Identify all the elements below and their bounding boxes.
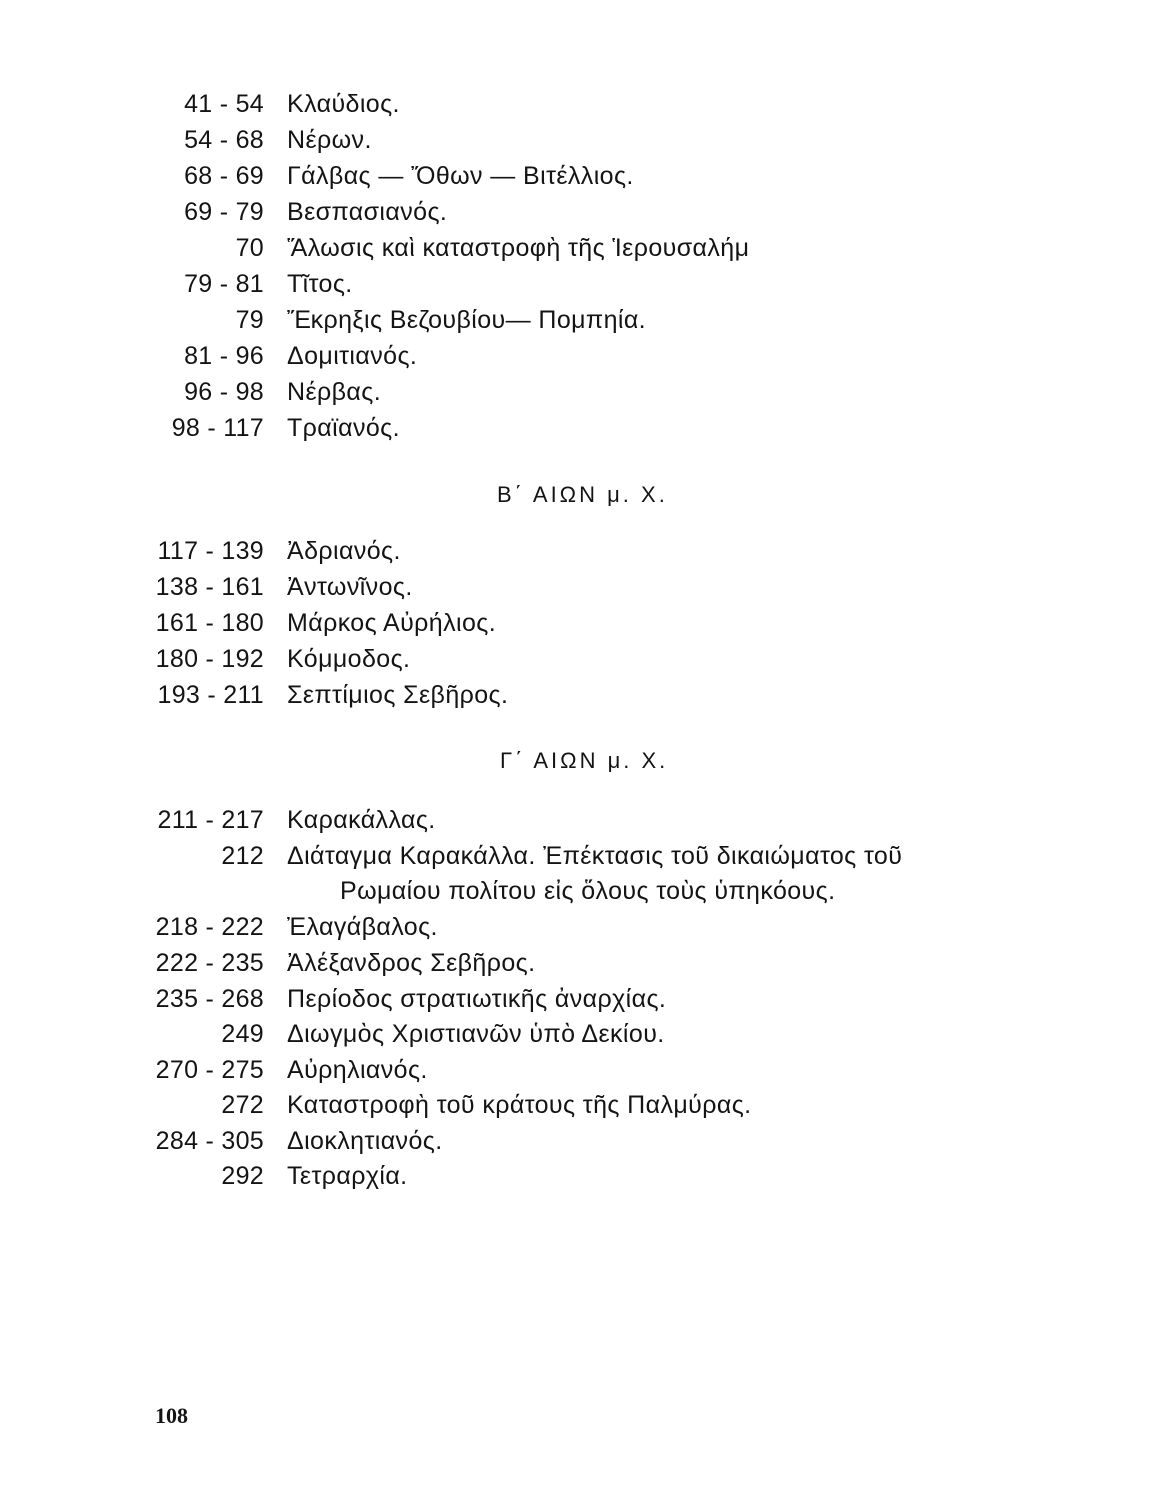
entry-text: Καρακάλλας. (287, 806, 436, 834)
entry-text: Ἀντωνῖνος. (287, 573, 413, 601)
bleed-through-shadow (470, 80, 1160, 1400)
year-range: 212 (221, 842, 264, 870)
year-range: 98 - 117 (171, 414, 264, 442)
year-range: 79 - 81 (184, 270, 264, 298)
entry-text: Νέρων. (287, 126, 372, 154)
year-range: 69 - 79 (184, 198, 264, 226)
year-range: 211 - 217 (157, 806, 264, 834)
year-range: 235 - 268 (155, 985, 264, 1013)
page-number: 108 (155, 1403, 188, 1428)
year-range: 218 - 222 (155, 913, 264, 941)
entry-text: Σεπτίμιος Σεβῆρος. (287, 681, 509, 709)
year-range: 117 - 139 (157, 537, 264, 565)
entry-text: Μάρκος Αὐρήλιος. (287, 609, 497, 637)
entry-text: Ἀδριανός. (287, 537, 401, 565)
entry-text: Τραϊανός. (287, 414, 400, 442)
year-range: 222 - 235 (155, 949, 264, 977)
year-range: 68 - 69 (184, 162, 264, 190)
entry-text: Διάταγμα Καρακάλλα. Ἐπέκτασις τοῦ δικαιώματος τοῦ (287, 842, 903, 870)
entry-text: Τῖτος. (287, 270, 353, 298)
entry-text: Ἔκρηξις Βεζουβίου— Πομπηία. (287, 306, 647, 334)
entry-text: Ἐλαγάβαλος. (287, 913, 438, 941)
entry-text: Κόμμοδος. (287, 645, 411, 673)
year-range: 180 - 192 (155, 645, 264, 673)
year-range: 292 (221, 1162, 264, 1190)
section-heading-third-century: Γ΄ ΑΙΩΝ μ. Χ. (500, 748, 669, 773)
entry-text: Ἅλωσις καὶ καταστροφὴ τῆς Ἱερουσαλήμ (287, 234, 750, 262)
year-range: 81 - 96 (184, 342, 264, 370)
year-range: 54 - 68 (184, 126, 264, 154)
entry-text: Περίοδος στρατιωτικῆς ἀναρχίας. (287, 985, 667, 1013)
entry-text: Αὐρηλιανός. (287, 1056, 428, 1084)
year-range: 284 - 305 (155, 1127, 264, 1155)
year-range: 270 - 275 (155, 1056, 264, 1084)
entry-text: Βεσπασιανός. (287, 198, 448, 226)
year-range: 272 (221, 1091, 264, 1119)
entry-text: Διοκλητιανός. (287, 1127, 443, 1155)
year-range: 79 (235, 306, 264, 334)
entry-text: Διωγμὸς Χριστιανῶν ὑπὸ Δεκίου. (287, 1020, 665, 1048)
section-heading-second-century: Β΄ ΑΙΩΝ μ. Χ. (497, 482, 668, 507)
entry-text: Γάλβας — Ὄθων — Βιτέλλιος. (287, 162, 634, 190)
year-range: 96 - 98 (184, 378, 264, 406)
entry-text: Νέρβας. (287, 378, 382, 406)
year-range: 249 (221, 1020, 264, 1048)
year-range: 70 (235, 234, 264, 262)
year-range: 41 - 54 (184, 90, 264, 118)
year-range: 193 - 211 (157, 681, 264, 709)
entry-text: Καταστροφὴ τοῦ κράτους τῆς Παλμύρας. (287, 1091, 752, 1119)
year-range: 138 - 161 (155, 573, 264, 601)
entry-text: Ρωμαίου πολίτου εἰς ὅλους τοὺς ὑπηκόους. (340, 877, 836, 905)
entry-text: Τετραρχία. (287, 1162, 408, 1190)
year-range: 161 - 180 (155, 609, 264, 637)
entry-text: Δομιτιανός. (287, 342, 418, 370)
entry-text: Ἀλέξανδρος Σεβῆρος. (287, 949, 536, 977)
entry-text: Κλαύδιος. (287, 90, 400, 118)
